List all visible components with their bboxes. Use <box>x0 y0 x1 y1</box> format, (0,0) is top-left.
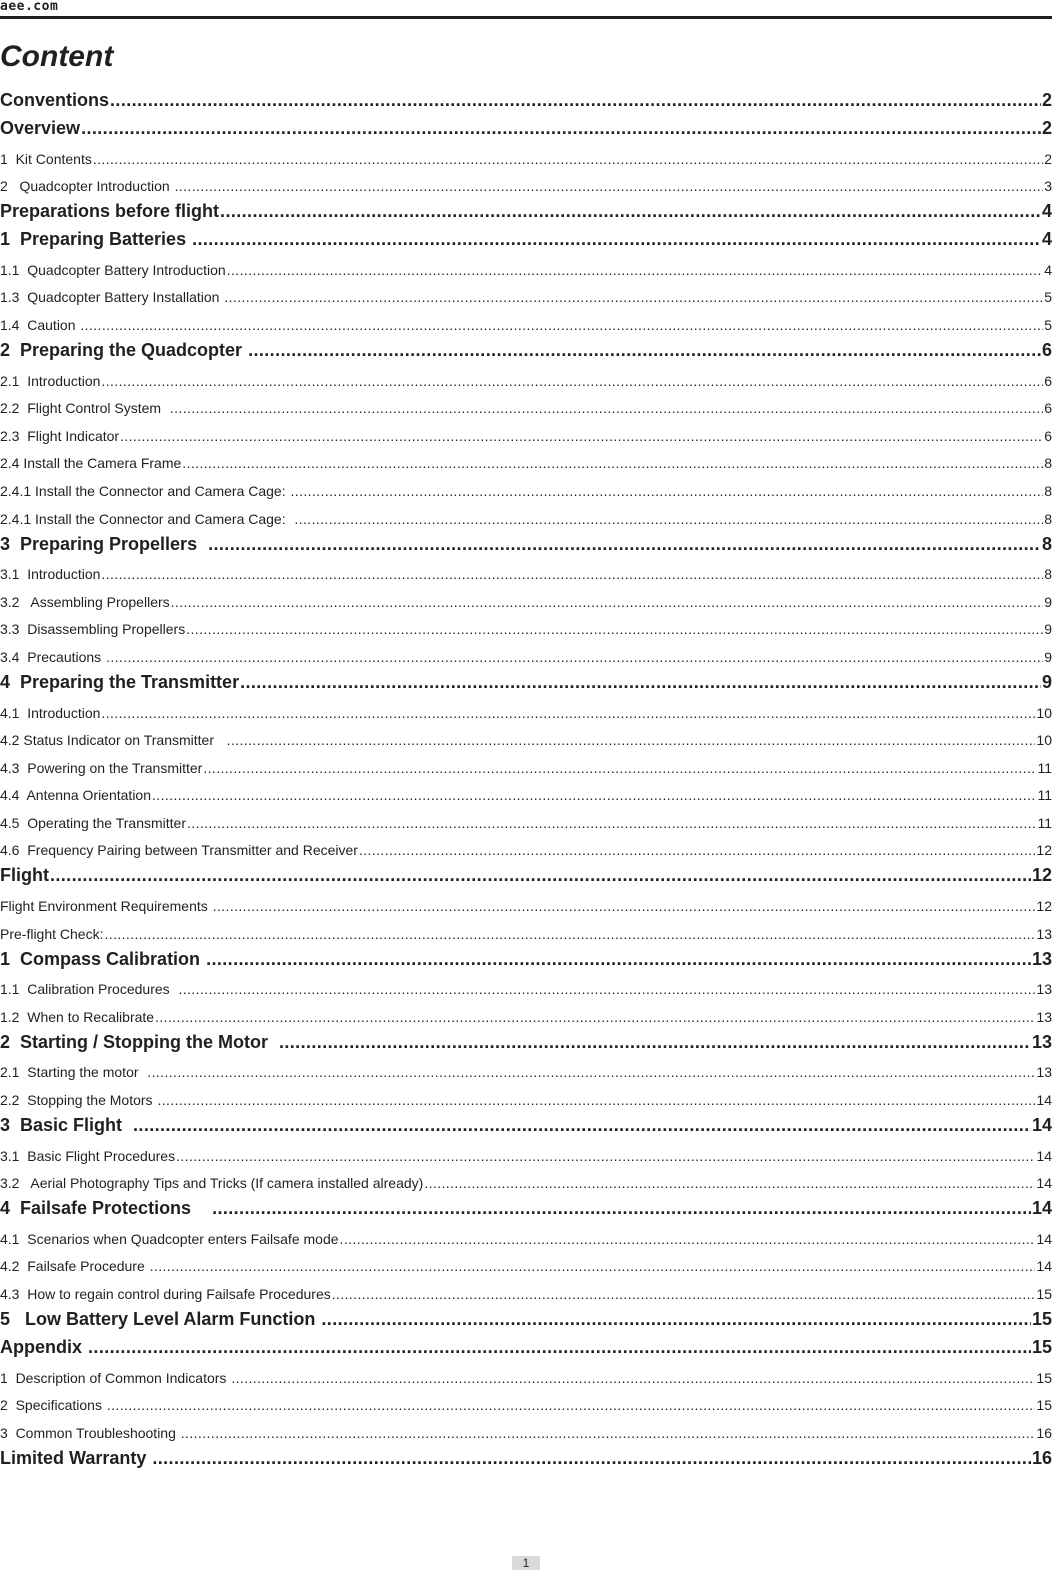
toc-entry[interactable] <box>0 250 1052 278</box>
toc-entry-label: 4.4 Antenna Orientation <box>0 787 151 804</box>
toc-entry-label: 2.2 Flight Control System <box>0 400 169 417</box>
toc-entry-label: 3.1 Introduction <box>0 566 101 583</box>
toc-leader-dots <box>106 649 1043 665</box>
toc-entry-label: Flight Environment Requirements <box>0 898 212 915</box>
toc-entry[interactable] <box>0 1441 1052 1469</box>
toc-leader-dots <box>181 1425 1036 1441</box>
toc-entry[interactable] <box>0 83 1052 111</box>
toc-entry-label: Appendix <box>0 1337 88 1357</box>
toc-entry-page: 8 <box>1044 455 1052 472</box>
toc-entry[interactable] <box>0 222 1052 250</box>
toc-entry-label: Preparations before flight <box>0 201 220 222</box>
toc-entry[interactable] <box>0 1136 1052 1164</box>
toc-leader-dots <box>208 534 1041 555</box>
toc-entry[interactable] <box>0 471 1052 499</box>
toc-entry-page: 10 <box>1036 732 1052 749</box>
toc-entry-label: 1 Preparing Batteries <box>0 229 192 250</box>
toc-entry[interactable] <box>0 970 1052 998</box>
toc-entry[interactable] <box>0 278 1052 306</box>
toc-entry-label: 1 Kit Contents <box>0 150 92 167</box>
toc-entry-label: 3.1 Basic Flight Procedures <box>0 1147 176 1164</box>
toc-entry[interactable] <box>0 858 1052 886</box>
toc-entry-label: 3 Basic Flight <box>0 1115 133 1136</box>
toc-entry-label: 4.5 Operating the Transmitter <box>0 814 186 831</box>
toc-entry-page: 13 <box>1031 948 1052 969</box>
toc-leader-dots <box>340 1231 1036 1247</box>
toc-entry[interactable] <box>0 914 1052 942</box>
toc-entry[interactable] <box>0 1358 1052 1386</box>
toc-leader-dots <box>120 428 1043 444</box>
toc-entry[interactable] <box>0 1219 1052 1247</box>
toc-entry[interactable] <box>0 333 1052 361</box>
toc-entry[interactable] <box>0 1247 1052 1275</box>
brand-logo: aee.com <box>0 0 59 14</box>
toc-entry-page: 12 <box>1036 898 1052 915</box>
toc-entry-page: 16 <box>1036 1424 1052 1441</box>
toc-entry[interactable] <box>0 361 1052 389</box>
toc-entry-label: 2.4.1 Install the Connector and Camera Cage: <box>0 482 290 499</box>
toc-entry[interactable] <box>0 1025 1052 1053</box>
toc-entry-page: 13 <box>1036 1008 1052 1025</box>
toc-entry[interactable] <box>0 416 1052 444</box>
toc-entry-page: 6 <box>1044 427 1052 444</box>
toc-leader-dots <box>186 621 1043 637</box>
toc-entry[interactable] <box>0 693 1052 721</box>
toc-entry-label: 4.6 Frequency Pairing between Transmitter and Receiver <box>0 842 358 859</box>
toc-leader-dots <box>50 865 1031 886</box>
toc-entry-page: 9 <box>1044 593 1052 610</box>
toc-leader-dots <box>104 926 1035 942</box>
toc-entry[interactable] <box>0 1080 1052 1108</box>
toc-entry-label: Pre-flight Check: <box>0 925 104 942</box>
toc-entry-label: 3 Common Troubleshooting <box>0 1424 180 1441</box>
toc-entry-page: 11 <box>1037 759 1052 776</box>
toc-entry-label: 2.4.1 Install the Connector and Camera Cage: <box>0 510 294 527</box>
toc-entry-label: 2.3 Flight Indicator <box>0 427 120 444</box>
toc-leader-dots <box>150 1258 1036 1274</box>
toc-entry[interactable] <box>0 721 1052 749</box>
toc-entry-label: 5 Low Battery Level Alarm Function <box>0 1309 321 1329</box>
toc-entry[interactable] <box>0 942 1052 970</box>
toc-leader-dots <box>182 455 1043 471</box>
toc-entry-page: 11 <box>1037 787 1052 804</box>
toc-entry[interactable] <box>0 665 1052 693</box>
toc-entry-label: Flight <box>0 865 49 886</box>
toc-entry-page: 16 <box>1031 1447 1052 1468</box>
toc-entry-label: 2.1 Introduction <box>0 372 101 389</box>
toc-leader-dots <box>152 787 1036 803</box>
toc-entry-page: 4 <box>1044 261 1052 278</box>
toc-leader-dots <box>332 1286 1036 1302</box>
toc-leader-dots <box>240 672 1041 693</box>
toc-entry-label: 4.3 Powering on the Transmitter <box>0 759 203 776</box>
toc-entry[interactable] <box>0 1330 1052 1358</box>
toc-entry-label: Limited Warranty <box>0 1447 152 1468</box>
toc-entry-page: 5 <box>1044 289 1052 306</box>
toc-entry-label: Conventions <box>0 90 110 110</box>
toc-entry-label: 4 Preparing the Transmitter <box>0 671 240 692</box>
toc-leader-dots <box>291 483 1044 499</box>
toc-entry-page: 13 <box>1036 1064 1052 1081</box>
toc-leader-dots <box>81 118 1041 139</box>
toc-leader-dots <box>170 400 1043 416</box>
toc-entry[interactable] <box>0 111 1052 139</box>
toc-entry-page: 14 <box>1031 1198 1052 1219</box>
toc-entry-page: 13 <box>1036 981 1052 998</box>
toc-entry-page: 3 <box>1044 178 1052 195</box>
toc-entry-page: 14 <box>1036 1230 1052 1247</box>
toc-entry[interactable] <box>0 637 1052 665</box>
header-rule <box>0 16 1052 19</box>
toc-entry-page: 15 <box>1036 1286 1052 1302</box>
toc-leader-dots <box>231 1370 1035 1386</box>
toc-leader-dots <box>152 1448 1031 1469</box>
toc-entry-page: 12 <box>1031 865 1052 886</box>
toc-leader-dots <box>321 1309 1031 1330</box>
toc-leader-dots <box>203 760 1036 776</box>
toc-entry[interactable] <box>0 305 1052 333</box>
toc-entry-label: Overview <box>0 118 81 138</box>
toc-leader-dots <box>157 1092 1035 1108</box>
toc-entry-label: 4.2 Status Indicator on Transmitter <box>0 732 226 749</box>
toc-entry-label: 3.4 Precautions <box>0 648 106 665</box>
toc-leader-dots <box>176 1148 1035 1164</box>
toc-entry-label: 2.2 Stopping the Motors <box>0 1092 157 1109</box>
toc-entry-page: 14 <box>1036 1147 1052 1164</box>
toc-entry-page: 8 <box>1044 482 1052 499</box>
toc-entry-label: 2 Specifications <box>0 1397 106 1414</box>
toc-entry[interactable] <box>0 610 1052 638</box>
toc-leader-dots <box>294 511 1043 527</box>
toc-leader-dots <box>147 1064 1035 1080</box>
toc-entry[interactable] <box>0 997 1052 1025</box>
toc-leader-dots <box>178 981 1035 997</box>
toc-entry-label: 1.2 When to Recalibrate <box>0 1008 155 1025</box>
toc-entry-label: 4.3 How to regain control during Failsafe Procedures <box>0 1286 331 1302</box>
page-title: Content <box>0 40 114 73</box>
toc-leader-dots <box>220 201 1041 222</box>
toc-leader-dots <box>187 815 1036 831</box>
toc-entry-page: 13 <box>1036 925 1052 942</box>
toc-entry[interactable] <box>0 167 1052 195</box>
toc-entry[interactable] <box>0 1413 1052 1441</box>
toc-leader-dots <box>227 732 1036 748</box>
toc-leader-dots <box>155 1009 1035 1025</box>
toc-entry-page: 9 <box>1041 671 1052 692</box>
toc-entry-page: 14 <box>1036 1092 1052 1109</box>
toc-leader-dots <box>227 262 1044 278</box>
toc-entry-label: 1.1 Quadcopter Battery Introduction <box>0 261 226 278</box>
toc-entry[interactable] <box>0 1302 1052 1330</box>
toc-entry[interactable] <box>0 582 1052 610</box>
toc-entry[interactable] <box>0 1274 1052 1302</box>
toc-entry[interactable] <box>0 499 1052 527</box>
toc-entry[interactable] <box>0 194 1052 222</box>
toc-entry-page: 4 <box>1041 229 1052 250</box>
toc-leader-dots <box>359 842 1035 858</box>
toc-entry[interactable] <box>0 748 1052 776</box>
toc-leader-dots <box>110 90 1041 111</box>
toc-entry-label: 4.1 Introduction <box>0 704 101 721</box>
table-of-contents <box>0 83 1052 1469</box>
toc-entry-label: 2 Preparing the Quadcopter <box>0 339 248 360</box>
toc-entry-page: 10 <box>1036 704 1052 721</box>
toc-leader-dots <box>101 705 1035 721</box>
toc-entry-page: 2 <box>1041 118 1052 138</box>
toc-entry[interactable] <box>0 1053 1052 1081</box>
toc-entry[interactable] <box>0 1108 1052 1136</box>
toc-entry[interactable] <box>0 1386 1052 1414</box>
toc-entry-page: 8 <box>1044 566 1052 583</box>
toc-entry-label: 1 Compass Calibration <box>0 948 206 969</box>
toc-entry-label: 2.4 Install the Camera Frame <box>0 455 182 472</box>
toc-entry-label: 4 Failsafe Protections <box>0 1198 212 1219</box>
toc-entry[interactable] <box>0 886 1052 914</box>
toc-entry-label: 3.2 Aerial Photography Tips and Tricks (If camera installed already) <box>0 1175 424 1192</box>
toc-entry-page: 9 <box>1044 648 1052 665</box>
toc-leader-dots <box>101 566 1043 582</box>
toc-entry-page: 15 <box>1031 1309 1052 1329</box>
toc-entry[interactable] <box>0 389 1052 417</box>
toc-entry-label: 1.1 Calibration Procedures <box>0 981 178 998</box>
toc-entry-label: 3 Preparing Propellers <box>0 533 208 554</box>
toc-entry-label: 4.2 Failsafe Procedure <box>0 1258 149 1275</box>
toc-entry-page: 15 <box>1036 1369 1052 1386</box>
toc-entry-page: 14 <box>1036 1175 1052 1192</box>
toc-leader-dots <box>248 340 1041 361</box>
toc-entry-page: 2 <box>1041 90 1052 110</box>
toc-entry-page: 6 <box>1044 400 1052 417</box>
toc-entry-label: 1.4 Caution <box>0 316 80 333</box>
toc-entry[interactable] <box>0 555 1052 583</box>
toc-leader-dots <box>107 1397 1036 1413</box>
toc-entry-label: 2 Starting / Stopping the Motor <box>0 1031 278 1052</box>
toc-entry-page: 15 <box>1036 1397 1052 1414</box>
toc-entry-page: 14 <box>1036 1258 1052 1275</box>
toc-leader-dots <box>171 594 1044 610</box>
toc-leader-dots <box>101 373 1043 389</box>
toc-entry-page: 6 <box>1044 372 1052 389</box>
toc-entry-page: 15 <box>1031 1337 1052 1357</box>
toc-entry[interactable] <box>0 139 1052 167</box>
toc-leader-dots <box>80 317 1043 333</box>
toc-entry-page: 8 <box>1044 510 1052 527</box>
toc-entry-page: 11 <box>1037 814 1052 831</box>
toc-leader-dots <box>279 1032 1031 1053</box>
toc-entry[interactable] <box>0 444 1052 472</box>
toc-entry-page: 6 <box>1041 339 1052 360</box>
toc-entry-label: 2 Quadcopter Introduction <box>0 178 174 195</box>
toc-entry-page: 5 <box>1044 316 1052 333</box>
toc-leader-dots <box>212 1198 1031 1219</box>
toc-entry[interactable] <box>0 831 1052 859</box>
toc-leader-dots <box>213 898 1036 914</box>
toc-entry[interactable] <box>0 1191 1052 1219</box>
toc-leader-dots <box>206 949 1031 970</box>
toc-leader-dots <box>424 1175 1035 1191</box>
page-number: 1 <box>512 1556 540 1570</box>
toc-entry-label: 1 Description of Common Indicators <box>0 1369 231 1386</box>
toc-leader-dots <box>133 1115 1031 1136</box>
toc-entry-page: 4 <box>1041 201 1052 222</box>
toc-entry-label: 2.1 Starting the motor <box>0 1064 147 1081</box>
toc-entry[interactable] <box>0 803 1052 831</box>
toc-entry-page: 12 <box>1036 842 1052 859</box>
toc-entry-page: 9 <box>1044 621 1052 638</box>
toc-entry-page: 13 <box>1031 1031 1052 1052</box>
toc-entry-label: 3.2 Assembling Propellers <box>0 593 170 610</box>
toc-entry-page: 2 <box>1044 150 1052 167</box>
toc-leader-dots <box>93 151 1043 167</box>
toc-entry-label: 1.3 Quadcopter Battery Installation <box>0 289 224 306</box>
toc-entry[interactable] <box>0 527 1052 555</box>
toc-leader-dots <box>88 1337 1031 1358</box>
toc-leader-dots <box>224 289 1043 305</box>
toc-leader-dots <box>192 229 1041 250</box>
toc-entry[interactable] <box>0 776 1052 804</box>
toc-entry-label: 3.3 Disassembling Propellers <box>0 621 186 638</box>
toc-leader-dots <box>175 178 1044 194</box>
toc-entry[interactable] <box>0 1164 1052 1192</box>
toc-entry-page: 14 <box>1031 1115 1052 1136</box>
toc-entry-page: 8 <box>1041 533 1052 554</box>
toc-entry-label: 4.1 Scenarios when Quadcopter enters Failsafe mode <box>0 1230 339 1247</box>
